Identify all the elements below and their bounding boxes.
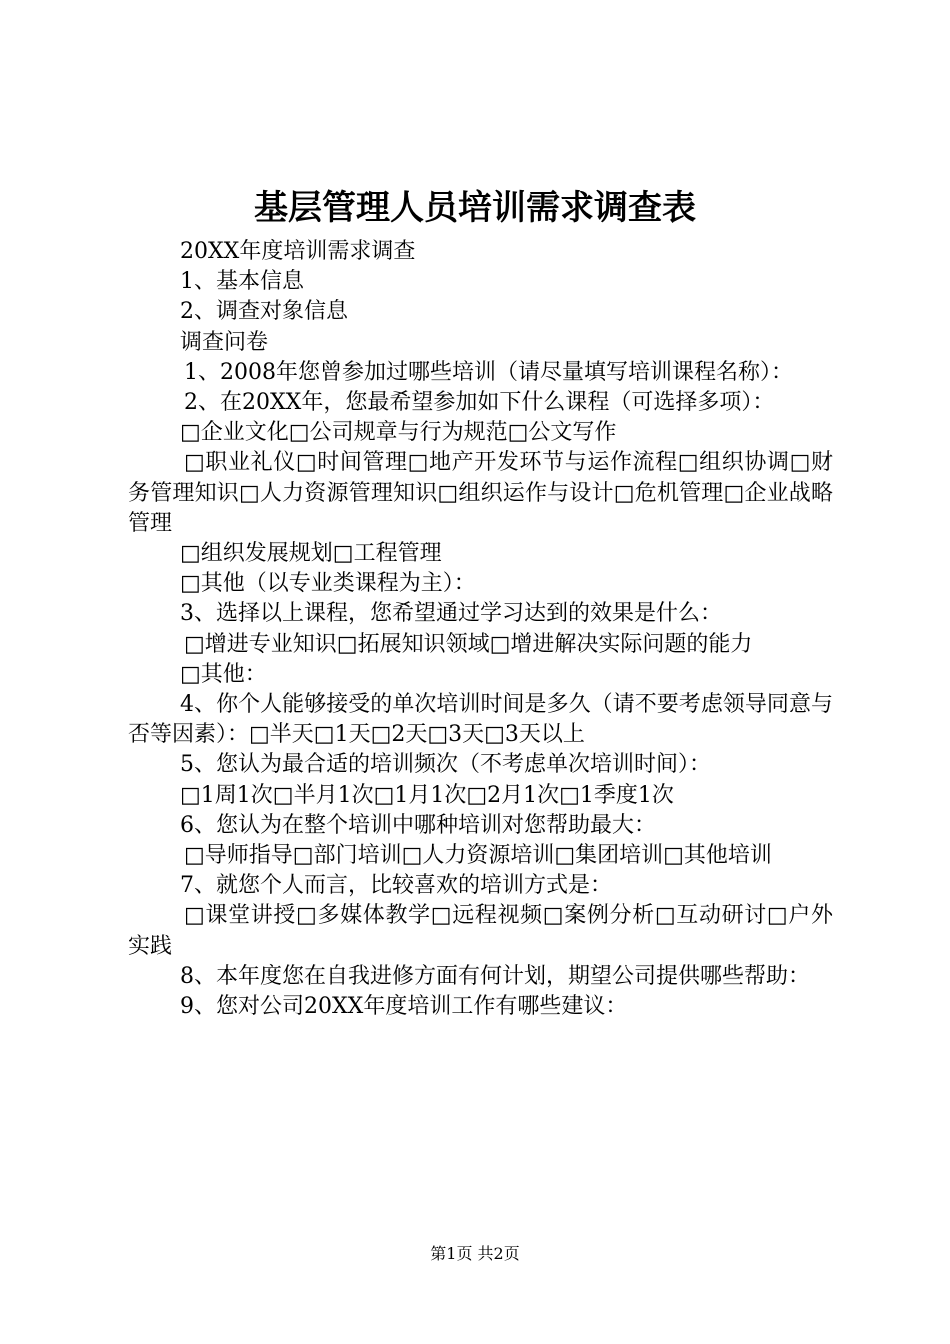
question-2-options-c: □组织发展规划□工程管理	[180, 541, 442, 567]
question-2-options-other: □其他（以专业类课程为主）：	[180, 571, 476, 597]
question-5-options: □1周1次□半月1次□1月1次□2月1次□1季度1次	[180, 782, 674, 808]
question-7-options: □课堂讲授□多媒体教学□远程视频□案例分析□互动研讨□户外实践	[128, 903, 833, 959]
page-footer: 第1页 共2页	[430, 1244, 520, 1263]
question-5: 5、您认为最合适的培训频次（不考虑单次培训时间）：	[180, 752, 711, 778]
section-questionnaire: 调查问卷	[180, 329, 269, 355]
question-8: 8、本年度您在自我进修方面有何计划，期望公司提供哪些帮助：	[180, 963, 810, 989]
document-body	[128, 237, 833, 1022]
question-4: 4、你个人能够接受的单次培训时间是多久（请不要考虑领导同意与否等因素）：□半天□1天□2天□3天□3天以上	[128, 692, 833, 748]
section-respondent-info: 2、调查对象信息	[180, 299, 348, 325]
question-3-options-other: □其他：	[180, 661, 267, 687]
question-7: 7、就您个人而言，比较喜欢的培训方式是：	[180, 873, 612, 899]
question-2-options-a: □企业文化□公司规章与行为规范□公文写作	[180, 420, 617, 446]
question-2-options-b: □职业礼仪□时间管理□地产开发环节与运作流程□组织协调□财务管理知识□人力资源管理知识□组织运作与设计□危机管理□企业战略管理	[128, 450, 833, 536]
question-3-options: □增进专业知识□拓展知识领域□增进解决实际问题的能力	[184, 631, 753, 657]
question-1: 1、2008年您曾参加过哪些培训（请尽量填写培训课程名称）：	[184, 359, 793, 385]
survey-subtitle: 20XX年度培训需求调查	[180, 239, 416, 264]
page-title: 基层管理人员培训需求调查表	[254, 188, 696, 228]
question-6-options: □导师指导□部门培训□人力资源培训□集团培训□其他培训	[184, 843, 772, 869]
question-6: 6、您认为在整个培训中哪种培训对您帮助最大：	[180, 812, 656, 838]
question-9: 9、您对公司20XX年度培训工作有哪些建议：	[180, 994, 628, 1020]
question-3: 3、选择以上课程，您希望通过学习达到的效果是什么：	[180, 601, 722, 627]
question-2: 2、在20XX年，您最希望参加如下什么课程（可选择多项）：	[184, 390, 775, 416]
section-basic-info: 1、基本信息	[180, 269, 304, 295]
